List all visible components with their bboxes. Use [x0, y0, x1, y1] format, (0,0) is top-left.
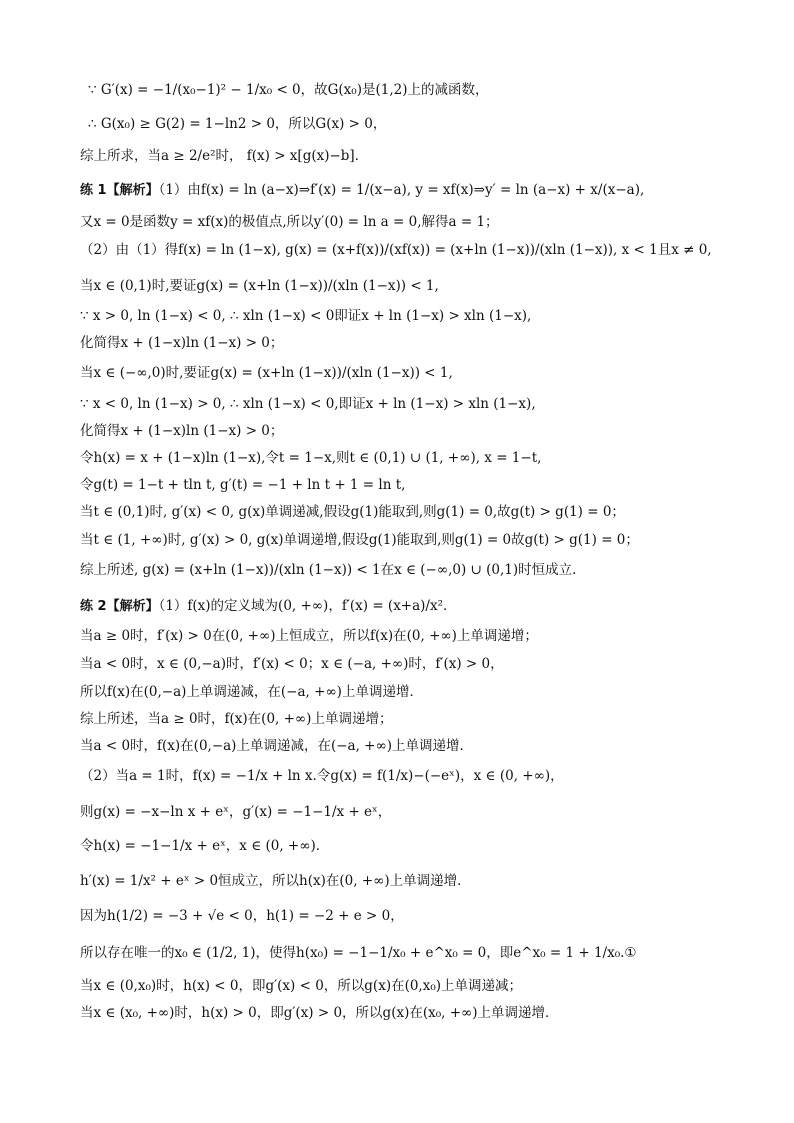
text-line: 当t ∈ (1, +∞)时, g′(x) > 0, g(x)单调递增,假设g(1)能取到,则g(1) = 0故g(t) > g(1) = 0；: [80, 532, 639, 548]
text-line: 则g(x) = −x−ln x + eˣ，g′(x) = −1−1/x + eˣ，: [80, 804, 392, 820]
text-line: ∴ G(x₀) ≥ G(2) = 1−ln2 > 0，所以G(x) > 0，: [88, 116, 387, 132]
text-line: （1）f(x)的定义域为(0, +∞)，f′(x) = (x+a)/x²．: [158, 598, 457, 614]
text-line: 当x ∈ (0,x₀)时，h(x) < 0，即g′(x) < 0，所以g(x)在(0,x₀)上单调递减；: [80, 978, 523, 994]
text-line: ∵ G′(x) = −1/(x₀−1)² − 1/x₀ < 0，故G(x₀)是(1,2)上的减函数，: [88, 82, 489, 98]
text-line: （2）由（1）得f(x) = ln (1−x), g(x) = (x+f(x))/(xf(x)) = (x+ln (1−x))/(xln (1−x)), x < 1且x ≠ 0,: [80, 242, 712, 258]
text-line: 令g(t) = 1−t + tln t, g′(t) = −1 + ln t + 1 = ln t,: [80, 477, 406, 493]
text-line: 令h(x) = −1−1/x + eˣ，x ∈ (0, +∞)．: [80, 838, 330, 854]
text-line: ∵ x < 0, ln (1−x) > 0, ∴ xln (1−x) < 0,即证x + ln (1−x) > xln (1−x),: [80, 396, 536, 412]
text-line: 综上所述，当a ≥ 0时，f(x)在(0, +∞)上单调递增；: [80, 711, 393, 727]
text-line: 化简得x + (1−x)ln (1−x) > 0；: [80, 335, 284, 351]
text-line: 化简得x + (1−x)ln (1−x) > 0；: [80, 423, 284, 439]
text-line: 当a ≥ 0时，f′(x) > 0在(0, +∞)上恒成立，所以f(x)在(0, +∞)上单调递增；: [80, 628, 538, 644]
exercise-2-heading: 练 2【解析】: [80, 599, 159, 614]
text-line: 当x ∈ (0,1)时,要证g(x) = (x+ln (1−x))/(xln (1−x)) < 1,: [80, 278, 439, 294]
text-line: 因为h(1/2) = −3 + √e < 0，h(1) = −2 + e > 0，: [80, 908, 404, 924]
text-line: 当x ∈ (−∞,0)时,要证g(x) = (x+ln (1−x))/(xln (1−x)) < 1,: [80, 365, 453, 381]
text-line: （2）当a = 1时，f(x) = −1/x + ln x.令g(x) = f(1/x)−(−eˣ)，x ∈ (0, +∞)，: [80, 768, 564, 784]
text-line: 当x ∈ (x₀, +∞)时，h(x) > 0，即g′(x) > 0，所以g(x)在(x₀, +∞)上单调递增．: [80, 1005, 559, 1021]
text-line: 当a < 0时，x ∈ (0,−a)时，f′(x) < 0；x ∈ (−a, +∞)时，f′(x) > 0，: [80, 656, 504, 672]
text-line: 令h(x) = x + (1−x)ln (1−x),令t = 1−x,则t ∈ (0,1) ∪ (1, +∞), x = 1−t,: [80, 450, 542, 466]
text-line: 当a < 0时，f(x)在(0,−a)上单调递减，在(−a, +∞)上单调递增．: [80, 738, 473, 754]
exercise-1-heading: 练 1【解析】: [80, 183, 159, 198]
text-line: 综上所求，当a ≥ 2/e²时， f(x) > x[g(x)−b]．: [80, 148, 369, 164]
text-line: h′(x) = 1/x² + eˣ > 0恒成立，所以h(x)在(0, +∞)上单调递增．: [80, 873, 471, 889]
text-line: 所以f(x)在(0,−a)上单调递减，在(−a, +∞)上单调递增．: [80, 684, 423, 700]
exercise-2-heading-row: [80, 596, 740, 617]
text-line: 所以存在唯一的x₀ ∈ (1/2, 1)，使得h(x₀) = −1−1/x₀ + e^x₀ = 0，即e^x₀ = 1 + 1/x₀.①: [80, 945, 637, 961]
text-line: 当t ∈ (0,1)时, g′(x) < 0, g(x)单调递减,假设g(1)能取到,则g(1) = 0,故g(t) > g(1) = 0；: [80, 504, 625, 520]
text-line: 综上所述, g(x) = (x+ln (1−x))/(xln (1−x)) < 1在x ∈ (−∞,0) ∪ (0,1)时恒成立.: [80, 562, 577, 578]
text-line: ∵ x > 0, ln (1−x) < 0, ∴ xln (1−x) < 0即证x + ln (1−x) > xln (1−x),: [80, 308, 532, 324]
text-line: （1）由f(x) = ln (a−x)⇒f′(x) = 1/(x−a), y = xf(x)⇒y′ = ln (a−x) + x/(x−a),: [158, 182, 645, 198]
exercise-1-heading-row: [80, 180, 740, 201]
text-line: 又x = 0是函数y = xf(x)的极值点,所以y′(0) = ln a = 0,解得a = 1；: [80, 214, 499, 230]
